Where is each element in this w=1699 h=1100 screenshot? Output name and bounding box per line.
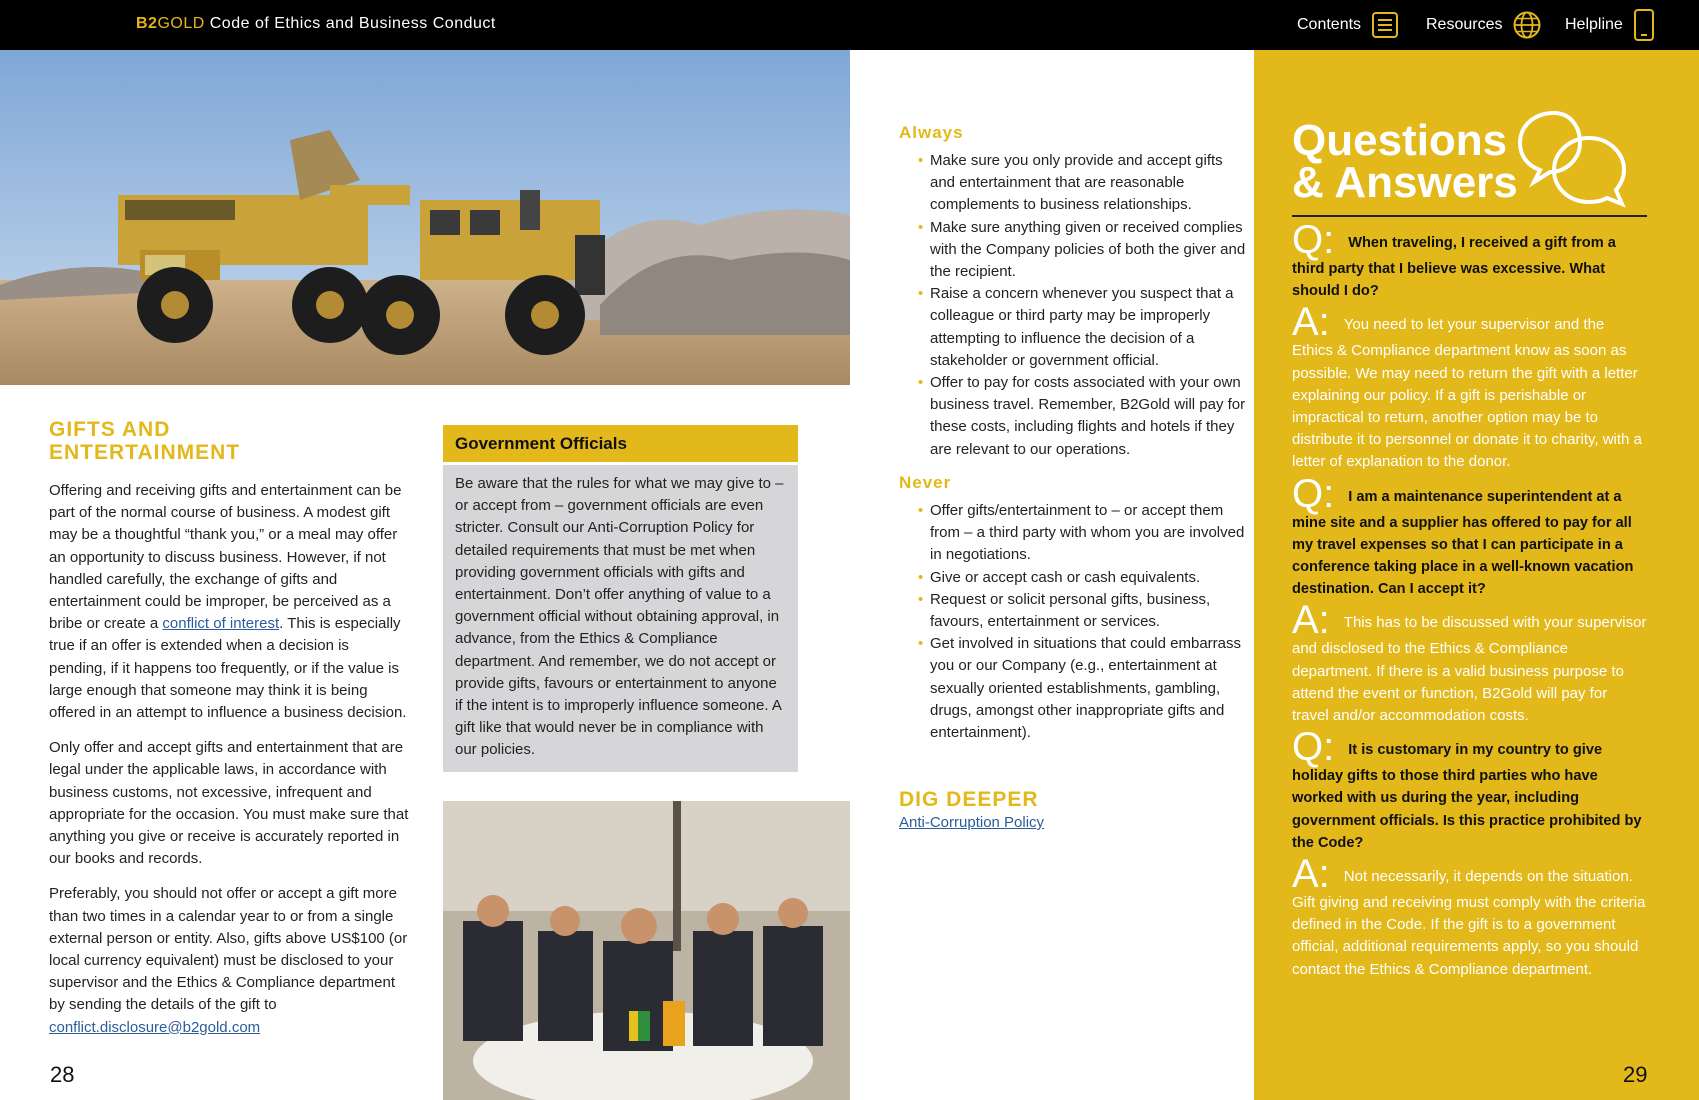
brand-title-text: Code of Ethics and Business Conduct: [204, 15, 496, 32]
speech-bubbles-icon: [1514, 108, 1629, 208]
paragraph-2: Only offer and accept gifts and entertainment that are legal under the applicable laws, in accordance with business customs, not excessive, infrequent and appropriate for the occasion. You must make sure that anything you give or receive is accurately reported in our books and records.: [49, 739, 409, 868]
document-title: [136, 15, 496, 33]
never-list: [899, 500, 1249, 744]
always-item: • Raise a concern whenever you suspect that a colleague or third party may be improperly attempting to influence the decision of a stakeholder or government official.: [899, 283, 1249, 372]
a-letter: A:: [1292, 598, 1330, 643]
qa-question: [1292, 471, 1647, 601]
page-number-left: 28: [50, 1062, 75, 1087]
qa-answer: [1292, 300, 1647, 473]
gov-box-title: Government Officials: [443, 425, 798, 462]
never-item: • Give or accept cash or cash equivalents.: [899, 567, 1249, 589]
always-item: • Offer to pay for costs associated with your own business travel. Remember, B2Gold will pay for these costs, including flights and hotels if they are relevant to our operations.: [899, 372, 1249, 461]
nav-contents-label: Contents: [1297, 16, 1362, 33]
qa-question: [1292, 725, 1647, 854]
conference-photo: [443, 801, 850, 1100]
qa-answer: [1292, 598, 1647, 727]
para1-text-b: . This is especially true if an offer is extended when a decision is pending, if it happens too frequently, or if the value is large enough that someone may think it is being offered in an attempt to influence a business decision.: [49, 615, 407, 722]
answer-text: You need to let your supervisor and the Ethics & Compliance department know as soon as possible. We may need to return the gift with a letter explaining our policy. If a gift is perishable or impractical to return, another option may be to distribute it to personnel or donate it to charity, with a letter of explanation to the donor.: [1292, 316, 1642, 471]
qa-question: [1292, 218, 1647, 302]
government-officials-box: [443, 425, 798, 772]
conflict-of-interest-link[interactable]: conflict of interest: [162, 615, 280, 633]
always-heading: Always: [899, 123, 964, 142]
brand-gold: GOLD: [157, 15, 205, 32]
a-letter: A:: [1292, 300, 1330, 345]
qa-list: [1292, 218, 1647, 983]
page-number-right: 29: [1623, 1062, 1648, 1087]
section-heading-gifts: [49, 418, 379, 464]
top-bar: [0, 0, 1699, 50]
q-letter: Q:: [1292, 218, 1335, 262]
conflict-disclosure-email-link[interactable]: conflict.disclosure@b2gold.com: [49, 1018, 261, 1036]
answer-text: Not necessarily, it depends on the situation. Gift giving and receiving must comply with the criteria defined in the Code. If the gift is to a government official, additional requirements apply, so you should contact the Ethics & Compliance department.: [1292, 868, 1646, 978]
nav-resources[interactable]: [1426, 8, 1542, 42]
para1-text-a: Offering and receiving gifts and entertainment can be part of the normal course of business. A modest gift may be a thoughtful “thank you,” or a meal may offer an opportunity to discuss business. However, if not handled carefully, the exchange of gifts and entertainment could be improper, be perceived as a bribe or create a: [49, 482, 402, 633]
paragraph-1: [49, 480, 409, 724]
nav-contents[interactable]: [1297, 8, 1399, 42]
never-item: • Offer gifts/entertainment to – or accept them from – a third party with whom you are involved in negotiations.: [899, 500, 1249, 567]
never-item: • Get involved in situations that could embarrass you or our Company (e.g., entertainment at sexually oriented establishments, gambling, drugs, amongst other inappropriate gifts and entertainment).: [899, 633, 1249, 744]
qa-answer: [1292, 852, 1647, 981]
anti-corruption-policy-link[interactable]: Anti-Corruption Policy: [899, 814, 1045, 831]
qa-panel: [1254, 50, 1699, 1100]
qa-title-line-1: Questions: [1292, 116, 1508, 165]
paragraph-3: [49, 883, 409, 1038]
nav-helpline-label: Helpline: [1565, 16, 1623, 33]
always-item: • Make sure you only provide and accept gifts and entertainment that are reasonable complements to business relationships.: [899, 150, 1249, 217]
always-list: [899, 150, 1249, 461]
question-text: It is customary in my country to give holiday gifts to those third parties who have worked with us during the year, including government officials. Is this practice prohibited by the Code?: [1292, 742, 1642, 851]
brand-b2: B2: [136, 15, 158, 32]
question-text: When traveling, I received a gift from a third party that I believe was excessive. What should I do?: [1292, 235, 1616, 300]
mining-scene-illustration: [0, 50, 850, 385]
contents-icon: [1371, 11, 1399, 39]
mining-trucks-photo: [0, 50, 850, 385]
never-item: • Request or solicit personal gifts, business, favours, entertainment or services.: [899, 589, 1249, 633]
question-text: I am a maintenance superintendent at a mine site and a supplier has offered to pay for all my travel expenses so that I can participate in a conference taking place in a well-known vacation destination. Can I accept it?: [1292, 488, 1634, 598]
para3-text-a: Preferably, you should not offer or accept a gift more than two times in a calendar year to or from a single external person or entity. Also, gifts above US$100 (or local currency equivalent) must be disclosed to your supervisor and the Ethics & Compliance department by sending the details of the gift to: [49, 885, 408, 1014]
dig-deeper-heading: DIG DEEPER: [899, 788, 1039, 811]
qa-title-line-2: & Answers: [1292, 158, 1518, 207]
phone-icon: [1633, 8, 1655, 42]
gov-box-text: Be aware that the rules for what we may give to – or accept from – government officials are even stricter. Consult our Anti-Corruption Policy for detailed requirements that must be met when providing government officials with gifts and entertainment. Don’t offer anything of value to a government official without obtaining approval, in advance, from the Ethics & Compliance department. And remember, we do not accept or provide gifts, favours or entertainment to anyone if the intent is to improperly influence someone. A gift like that would never be in compliance with our policies.: [443, 465, 798, 772]
gifts-body-text: [49, 480, 409, 1052]
globe-icon: [1512, 10, 1542, 40]
q-letter: Q:: [1292, 471, 1335, 516]
conference-scene-illustration: [443, 801, 850, 1100]
heading-line-2: ENTERTAINMENT: [49, 441, 241, 464]
qa-divider: [1292, 215, 1647, 217]
heading-line-1: GIFTS AND: [49, 418, 171, 441]
nav-helpline[interactable]: [1565, 8, 1655, 42]
q-letter: Q:: [1292, 725, 1335, 770]
nav-resources-label: Resources: [1426, 16, 1503, 33]
answer-text: This has to be discussed with your supervisor and disclosed to the Ethics & Compliance department. If there is a valid business purpose to attend the event or function, B2Gold will pay for travel and/or accommodation costs.: [1292, 614, 1647, 725]
always-item: • Make sure anything given or received complies with the Company policies of both the giver and the recipient.: [899, 217, 1249, 284]
never-heading: Never: [899, 473, 952, 492]
a-letter: A:: [1292, 852, 1330, 897]
qa-title: [1292, 116, 1518, 207]
